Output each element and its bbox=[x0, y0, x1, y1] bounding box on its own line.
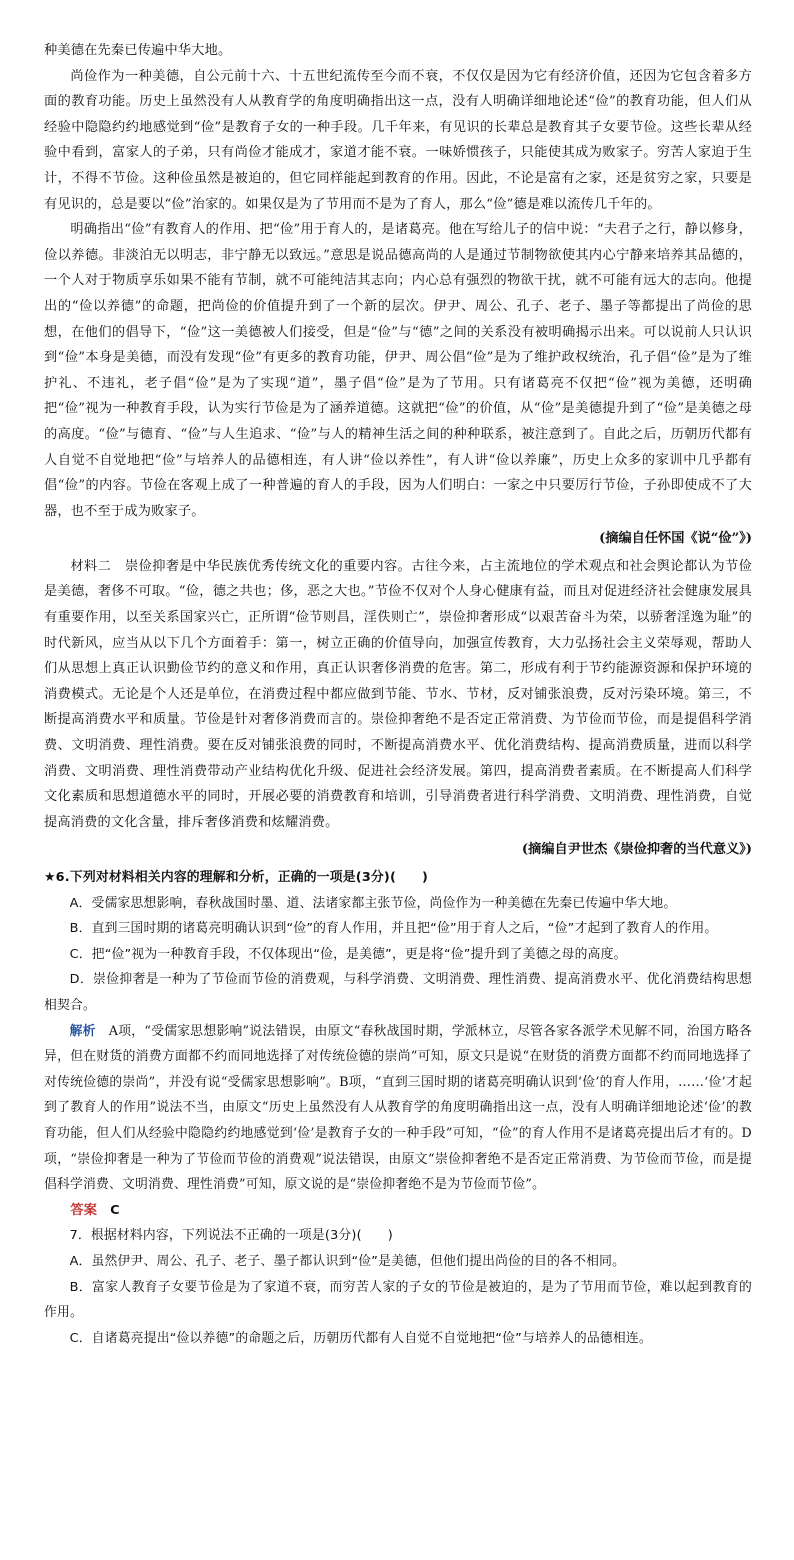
q7-option-c: C．自诸葛亮提出“俭以养德”的命题之后，历朝历代都有人自觉不自觉地把“俭”与培养人的品德相连。 bbox=[69, 1330, 652, 1346]
q6-option-d: D．崇俭抑奢是一种为了节俭而节俭的消费观，与科学消费、文明消费、理性消费、提高消费水平、优化消费结构思想相契合。 bbox=[44, 972, 752, 1013]
q7-stem: 7．根据材料内容，下列说法不正确的一项是(3分)( ) bbox=[69, 1228, 393, 1244]
analysis-label: 解析 bbox=[69, 1023, 96, 1039]
material2-source: (摘编自尹世杰《崇俭抑奢的当代意义》) bbox=[521, 842, 752, 858]
q6-answer bbox=[0, 1198, 794, 1224]
analysis-text: A项，“受儒家思想影响”说法错误，由原文“春秋战国时期，学派林立，尽管各家各派学术见解不同，治国方略各异，但在财货的消费方面都不约而同地选择了对传统俭德的崇尚”可知，原文只是说“在财货的消费方面都不约而同地选择了对传统俭德的崇尚”，并没有说“受儒家思想影响”。B项，“直到三国时期的诸葛亮明确认识到‘俭’的育人作用，……‘俭’才起到了教育人的作用”说法不当，由原文“历史上虽然没有人从教育学的角度明确指出这一点，没有人明确详细地论述‘俭’的教育功能，但人们从经验中隐隐约约地感觉到‘俭’是教育子女的一种手段”可知，“俭”的育人作用不是诸葛亮提出后才有的。D项，“崇俭抑奢是一种为了节俭而节俭的消费观”说法错误，由原文“崇俭抑奢绝不是否定正常消费、为节俭而节俭，而是提倡科学消费、文明消费、理性消费”可知，原文说的是“崇俭抑奢绝不是为节俭而节俭”。 bbox=[44, 1023, 752, 1193]
material1-line0: 种美德在先秦已传遍中华大地。 bbox=[44, 43, 232, 58]
q7-option-a: A．虽然伊尹、周公、孔子、老子、墨子都认识到“俭”是美德，但他们提出尚俭的目的各不相同。 bbox=[69, 1253, 626, 1269]
q7-option-b: B．富家人教育子女要节俭是为了家道不衰，而穷苦人家的子女的节俭是被迫的，是为了节用而节俭，难以起到教育的作用。 bbox=[44, 1279, 752, 1321]
q6-option-b: B．直到三国时期的诸葛亮明确认识到“俭”的育人作用，并且把“俭”用于育人之后，“俭”才起到了教育人的作用。 bbox=[69, 921, 718, 937]
top-margin bbox=[0, 0, 794, 38]
q6-analysis bbox=[0, 1019, 794, 1198]
material1-para1: 尚俭作为一种美德，自公元前十六、十五世纪流传至今而不衰，不仅仅是因为它有经济价值，还因为它包含着多方面的教育功能。历史上虽然没有人从教育学的角度明确指出这一点，没有人明确详细地论述“俭”的教育功能，但人们从经验中隐隐约约地感觉到“俭”是教育子女的一种手段。几千年来，有见识的长辈总是教育其子女要节俭。这些长辈从经验中看到，富家人的子弟，只有尚俭才能成才，家道才能不衰。一味娇惯孩子，只能使其成为败家子。穷苦人家迫于生计，不得不节俭。这种俭虽然是被迫的，但它同样能起到教育的作用。因此，不论是富有之家，还是贫穷之家，只要是有见识的，总是要以“俭”治家的。如果仅是为了节用而不是为了育人，那么“俭”德是难以流传几千年的。 bbox=[44, 68, 752, 212]
material2-text: 崇俭抑奢是中华民族优秀传统文化的重要内容。古往今来，占主流地位的学术观点和社会舆论都认为节俭是美德，奢侈不可取。“俭，德之共也；侈，恶之大也。”节俭不仅对个人身心健康有益，而且对促进经济社会健康发展具有重要作用，以至关系国家兴亡，正所谓“俭节则昌，淫佚则亡”，崇俭抑奢形成“以艰苦奋斗为荣，以骄奢淫逸为耻”的时代新风，应当从以下几个方面着手：第一，树立正确的价值导向，加强宣传教育，大力弘扬社会主义荣辱观，帮助人们从思想上真正认识勤俭节约的意义和作用，真正认识奢侈消费的危害。第二，形成有利于节约能源资源和保护环境的消费模式。无论是个人还是单位，在消费过程中都应做到节能、节水、节材，反对铺张浪费，反对污染环境。第三，不断提高消费水平和质量。节俭是针对奢侈消费而言的。崇俭抑奢绝不是否定正常消费、为节俭而节俭，而是提倡科学消费、文明消费、理性消费。要在反对铺张浪费的同时，不断提高消费水平、优化消费结构、提高消费质量，进而以科学消费、文明消费、理性消费带动产业结构优化升级、促进社会经济发展。第四，提高消费者素质。在不断提高人们科学文化素质和思想道德水平的同时，开展必要的消费教育和培训，引导消费者进行科学消费、文明消费、理性消费，自觉提高消费的文化含量，排斥奢侈消费和炫耀消费。 bbox=[44, 558, 752, 830]
q6-option-c: C．把“俭”视为一种教育手段，不仅体现出“俭，是美德”，更是将“俭”提升到了美德之母的高度。 bbox=[69, 946, 627, 962]
material2-paragraph bbox=[0, 554, 794, 836]
material1-source: (摘编自任怀国《说“俭”》) bbox=[599, 531, 752, 547]
answer-label: 答案 bbox=[70, 1202, 98, 1218]
q6-option-a: A．受儒家思想影响，春秋战国时墨、道、法诸家都主张节俭，尚俭作为一种美德在先秦已传遍中华大地。 bbox=[69, 895, 677, 911]
answer-value: C bbox=[97, 1202, 120, 1218]
material1-para2: 明确指出“俭”有教育人的作用、把“俭”用于育人的，是诸葛亮。他在写给儿子的信中说：“夫君子之行，静以修身，俭以养德。非淡泊无以明志，非宁静无以致远。”意思是说品德高尚的人是通过节制物欲使其内心宁静来培养其品德的，一个人对于物质享乐如果不能有节制，就不可能纯洁其志向；内心总有强烈的物欲干扰，就不可能有远大的志向。他提出的“俭以养德”的命题，把尚俭的价值提升到了一个新的层次。伊尹、周公、孔子、老子、墨子等都提出了尚俭的思想，在他们的倡导下，“俭”这一美德被人们接受，但是“俭”与“德”之间的关系没有被明确揭示出来。可以说前人只认识到“俭”本身是美德，而没有发现“俭”有更多的教育功能，伊尹、周公倡“俭”是为了维护政权统治，孔子倡“俭”是为了维护礼、不违礼，老子倡“俭”是为了实现“道”，墨子倡“俭”是为了节用。只有诸葛亮不仅把“俭”视为美德，还明确把“俭”视为一种教育手段，认为实行节俭是为了涵养道德。这就把“俭”的价值，从“俭”是美德提升到了“俭”是美德之母的高度。“俭”与德育、“俭”与人生追求、“俭”与人的精神生活之间的种种联系，被注意到了。自此之后，历朝历代都有人自觉不自觉地把“俭”与培养人的品德相连，有人讲“俭以养性”，有人讲“俭以养廉”，历史上众多的家训中几乎都有倡“俭”的内容。节俭在客观上成了一种普遍的育人的手段，因为人们明白：一家之中只要厉行节俭，子孙即使成不了大器，也不至于成为败家子。 bbox=[44, 222, 752, 519]
q6-stem: ★6.下列对材料相关内容的理解和分析，正确的一项是(3分)( ) bbox=[44, 870, 429, 885]
material2-label: 材料二 bbox=[70, 558, 112, 574]
